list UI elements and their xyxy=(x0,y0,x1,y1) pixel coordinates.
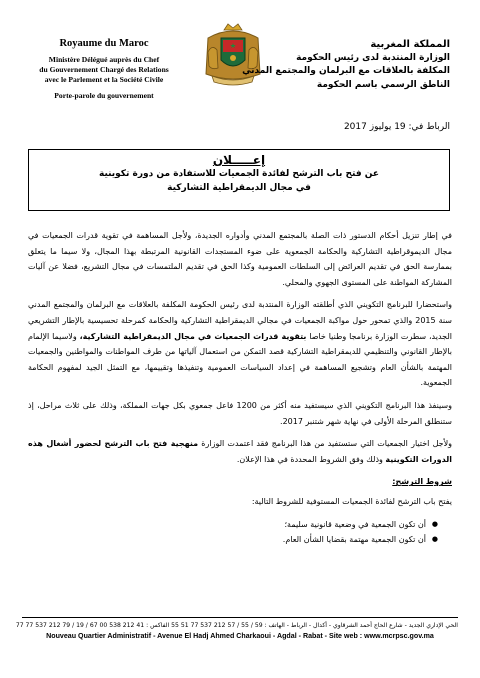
ministry-line-2-ar: المكلفة بالعلاقات مع البرلمان والمجتمع المدني xyxy=(242,66,450,76)
ministry-line-1-fr: Ministère Délégué auprès du Chef xyxy=(48,55,160,64)
announcement-banner xyxy=(28,149,450,211)
header-arabic xyxy=(242,38,450,92)
paragraph-4 xyxy=(28,436,452,467)
announcement-subtitle-1: عن فتح باب الترشح لفائدة الجمعيات للاستفادة من دورة تكوينية xyxy=(98,169,379,179)
paragraph-1: في إطار تنزيل أحكام الدستور ذات الصلة بالمجتمع المدني وأدواره الجديدة، ولأجل المساهمة في تقوية قدرات الجمعيات في مجال الديموقراطية التشاركية والحكامة الجمعوية على ضوء المستجدات القانونية المرتبطة بهذا المجال، ولا سيما ما يتعلق بممارسة الحق في تقديم العرائض إلى السلطات العمومية وكذا الحق في تقديم الملتمسات في مجال التشريع، فضلا عن آليات المشاركة المواطنة على المستوى الجهوي والمحلي. xyxy=(28,231,452,287)
paragraph-2-text-b: ولاسيما الإلمام بالإطار القانوني والتنظيمي للديمقراطية التشاركية قصد التمكن من استعمال آلياتها من طرف المواطنات والمواطنين والجمعيات المهتمة بالشأن العام وتشجيع المساهمة في إعداد السياسات العمومية وتنفيذها وتقييمها، مع التمثل الجيد لمفهوم الحكامة الجمعوية. xyxy=(28,331,452,388)
document-body xyxy=(28,228,452,548)
paragraph-4-text-a: ولأجل اختيار الجمعيات التي ستستفيد من هذا البرنامج فقد اعتمدت الوزارة xyxy=(201,439,452,449)
paragraph-2-bold: بتقوية قدرات الجمعيات في مجال الديمقراطية التشاركية، xyxy=(79,331,307,341)
ministry-line-1-ar: الوزارة المنتدبة لدى رئيس الحكومة xyxy=(296,52,450,63)
conditions-list xyxy=(28,517,452,548)
paragraph-4-bold: منهجية فتح باب الترشح لحضور أشغال هذه الدورات التكوينية xyxy=(28,439,452,464)
ministry-line-2-fr: du Gouvernement Chargé des Relations xyxy=(39,65,169,74)
header-french xyxy=(28,38,180,101)
paragraph-3: وسينفذ هذا البرنامج التكويني الذي سيستفيد منه أكثر من 1200 فاعل جمعوي بكل جهات المملكة، وذلك على ثلاث مراحل، إذ ستنطلق المرحلة الأولى في نهاية شهر شتنبر 2017. xyxy=(28,400,452,426)
footer-address-fr: Nouveau Quartier Administratif - Avenue El Hadj Ahmed Charkaoui - Agdal - Rabat - Site web : www.mcrpsc.gov.ma xyxy=(46,632,434,640)
spokesman-fr: Porte-parole du gouvernement xyxy=(54,91,154,100)
announcement-subtitle-2: في مجال الديمقراطية التشاركية xyxy=(167,183,311,193)
footer-address-ar: الحي الإداري الجديد - شارع الحاج أحمد الشرقاوي - أكدال - الرباط - الهاتف : 59 / 55 / 57 212 537 77 51 55 الفاكس : 41 212 538 00 67 / 19 / 79 212 537 77 77 xyxy=(15,622,458,629)
conditions-intro: يفتح باب الترشح لفائدة الجمعيات المستوفية للشروط التالية: xyxy=(251,496,452,506)
ministry-line-3-fr: avec le Parlement et la Société Civile xyxy=(44,75,164,84)
condition-item: ● أن تكون الجمعية مهتمة بقضايا الشأن العام. xyxy=(28,532,438,548)
paragraph-2-text-a: واستحضارا للبرنامج التكويني الذي أطلقته الوزارة المنتدبة لدى رئيس الحكومة المكلفة بالعلاقات مع البرلمان والمجتمع المدني سنة 2015 والذي تمحور حول مواكبة الجمعيات في مجالي الديمقراطية التشاركية والحكامة كمرحلة تحسيسية بالإطار التشريعي الجديد، سطرت الوزارة برنامجا وطنيا خاصا xyxy=(28,300,453,341)
announcement-title: إعـــــلان xyxy=(212,153,266,167)
paragraph-2 xyxy=(28,297,452,391)
paragraph-4-text-b: وذلك وفق الشروط المحددة في هذا الإعلان. xyxy=(236,454,383,464)
condition-item: ● أن تكون الجمعية في وضعية قانونية سليمة؛ xyxy=(28,517,438,533)
ministry-line-3-ar: الناطق الرسمي باسم الحكومة xyxy=(316,79,450,90)
kingdom-name-fr: Royaume du Maroc xyxy=(59,38,149,49)
footer xyxy=(15,617,458,640)
conditions-title: شروط الترشح: xyxy=(392,477,452,487)
kingdom-name-ar: المملكة المغربية xyxy=(370,39,450,50)
document-date: الرباط في: 19 يوليوز 2017 xyxy=(343,122,450,132)
